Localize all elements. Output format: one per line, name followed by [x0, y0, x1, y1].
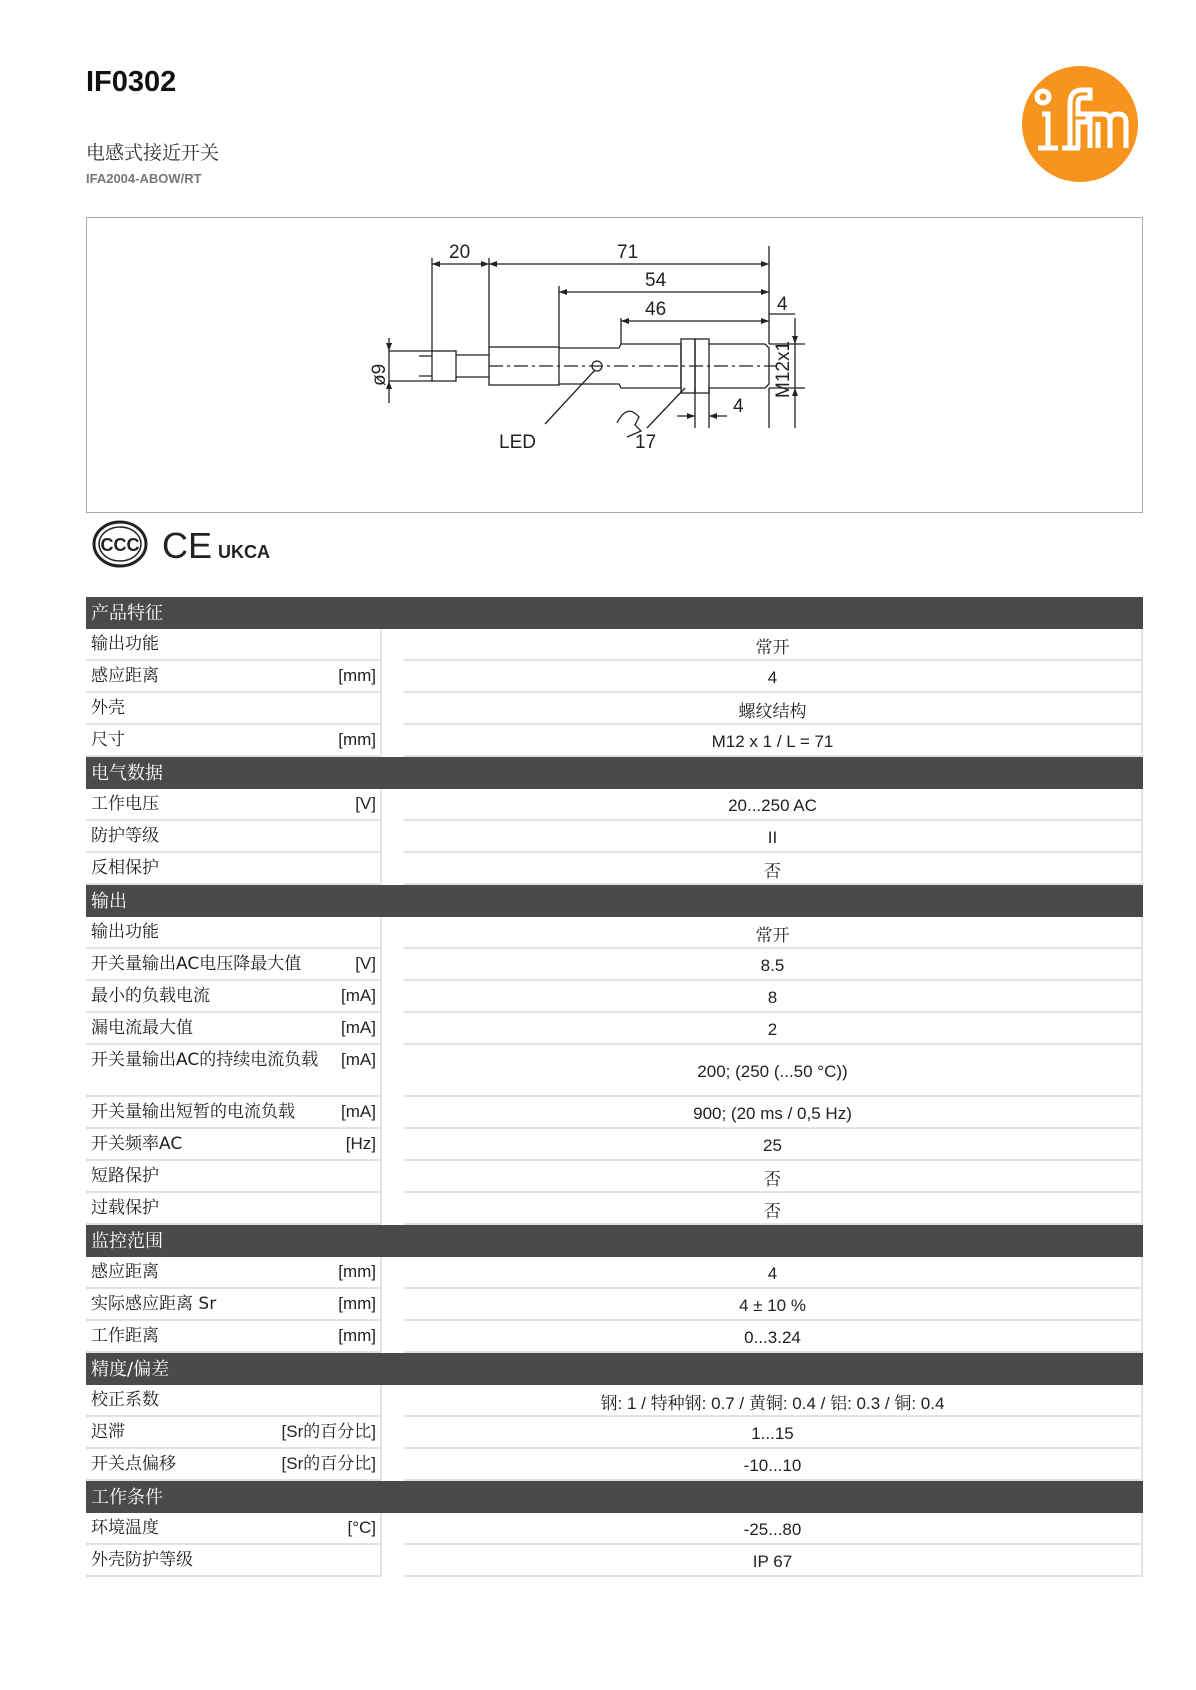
spec-value: IP 67 [404, 1545, 1143, 1577]
spec-name: 反相保护 [91, 858, 159, 878]
spec-label-cell [86, 693, 382, 725]
spec-unit: [°C] [347, 1518, 376, 1537]
spec-name: 感应距离 [91, 666, 159, 686]
spec-unit: [mA] [341, 1018, 376, 1037]
spec-name: 漏电流最大值 [91, 1018, 193, 1038]
spec-value: 否 [404, 1193, 1143, 1225]
spec-value: 25 [404, 1129, 1143, 1161]
spec-label-cell [86, 725, 382, 757]
article-number: IFA2004-ABOW/RT [86, 171, 202, 186]
spec-label-cell [86, 1513, 382, 1545]
spec-unit: [Sr的百分比] [281, 1454, 376, 1473]
neck [456, 355, 489, 377]
spec-name: 尺寸 [91, 730, 125, 750]
spec-row [86, 1013, 1143, 1045]
spec-value: 2 [404, 1013, 1143, 1045]
dim-71: 71 [617, 242, 639, 263]
section-header: 电气数据 [86, 757, 1143, 789]
spec-name: 迟滞 [91, 1422, 125, 1442]
spec-label-cell [86, 1013, 382, 1045]
spec-value: 0...3.24 [404, 1321, 1143, 1353]
led-label: LED [499, 432, 536, 453]
spec-value: 4 ± 10 % [404, 1289, 1143, 1321]
spec-row [86, 1417, 1143, 1449]
spec-label-cell [86, 981, 382, 1013]
spec-name: 开关量输出短暂的电流负载 [91, 1102, 295, 1122]
spec-label-cell [86, 789, 382, 821]
spec-row [86, 1513, 1143, 1545]
spec-row [86, 981, 1143, 1013]
spec-label-cell [86, 1449, 382, 1481]
spec-label-cell [86, 853, 382, 885]
sensor-drawing-svg [87, 218, 1142, 512]
dim-20: 20 [449, 242, 471, 263]
dim-lines [432, 264, 769, 321]
dim-54: 54 [645, 270, 667, 291]
spec-label-cell [86, 629, 382, 661]
spec-name: 最小的负载电流 [91, 986, 210, 1006]
led-leader [545, 370, 595, 424]
spec-row [86, 853, 1143, 885]
spec-unit: [mm] [338, 666, 376, 685]
spec-name: 工作电压 [91, 794, 159, 814]
dim-thread: M12x1 [773, 340, 794, 398]
spec-row [86, 629, 1143, 661]
spec-label-cell [86, 1129, 382, 1161]
spec-name: 短路保护 [91, 1166, 159, 1186]
spec-name: 开关量输出AC电压降最大值 [91, 954, 302, 974]
spec-unit: [mA] [341, 1102, 376, 1121]
spec-label-cell [86, 821, 382, 853]
section-header: 工作条件 [86, 1481, 1143, 1513]
spec-name: 输出功能 [91, 634, 159, 654]
spec-value: -25...80 [404, 1513, 1143, 1545]
spec-unit: [mm] [338, 730, 376, 749]
spec-label-cell [86, 1385, 382, 1417]
spec-value: 螺纹结构 [404, 693, 1143, 725]
spec-row [86, 1045, 1143, 1097]
cable-gland [432, 351, 456, 381]
spec-name: 过载保护 [91, 1198, 159, 1218]
spec-name: 外壳防护等级 [91, 1550, 193, 1570]
spec-unit: [V] [355, 954, 376, 973]
spec-unit: [V] [355, 794, 376, 813]
spec-unit: [Hz] [345, 1134, 376, 1153]
spec-row [86, 949, 1143, 981]
spec-value: -10...10 [404, 1449, 1143, 1481]
spec-value: II [404, 821, 1143, 853]
dim-diameter: ø9 [369, 363, 390, 386]
dim-4-top: 4 [777, 294, 788, 315]
certification-marks [92, 520, 272, 570]
spec-name: 工作距离 [91, 1326, 159, 1346]
section-header: 精度/偏差 [86, 1353, 1143, 1385]
spec-value: 1...15 [404, 1417, 1143, 1449]
dim-46: 46 [645, 299, 667, 320]
spec-name: 开关点偏移 [91, 1454, 176, 1474]
ukca-mark: UKCA [218, 542, 270, 562]
spec-name: 防护等级 [91, 826, 159, 846]
spec-value: M12 x 1 / L = 71 [404, 725, 1143, 757]
spec-row [86, 789, 1143, 821]
spec-name: 外壳 [91, 698, 125, 718]
spec-label-cell [86, 1257, 382, 1289]
ce-mark: CE [162, 525, 213, 566]
spec-value: 常开 [404, 629, 1143, 661]
spec-name: 校正系数 [91, 1390, 159, 1410]
spec-value: 常开 [404, 917, 1143, 949]
spec-label-cell [86, 1289, 382, 1321]
section-header: 输出 [86, 885, 1143, 917]
spec-value: 钢: 1 / 特种钢: 0.7 / 黄铜: 0.4 / 铝: 0.3 / 铜: 0.4 [404, 1385, 1143, 1417]
spec-label-cell [86, 1193, 382, 1225]
spec-label-cell [86, 1545, 382, 1577]
spec-label-cell [86, 1321, 382, 1353]
spec-row [86, 1449, 1143, 1481]
spec-label-cell [86, 1417, 382, 1449]
spec-unit: [Sr的百分比] [281, 1422, 376, 1441]
spec-name: 环境温度 [91, 1518, 159, 1538]
spec-row [86, 725, 1143, 757]
spec-unit: [mA] [341, 986, 376, 1005]
spec-name: 输出功能 [91, 922, 159, 942]
spec-unit: [mm] [338, 1326, 376, 1345]
spec-row [86, 1545, 1143, 1577]
spec-unit: [mA] [341, 1050, 376, 1069]
spec-row [86, 661, 1143, 693]
ccc-mark [94, 522, 146, 566]
spec-value: 否 [404, 1161, 1143, 1193]
spec-row [86, 1129, 1143, 1161]
ifm-logo [1020, 64, 1140, 184]
svg-text:CCC: CCC [100, 535, 140, 555]
spec-label-cell [86, 1045, 382, 1097]
specifications-table [86, 597, 1143, 1577]
spec-label-cell [86, 661, 382, 693]
spec-name: 开关频率AC [91, 1134, 183, 1154]
spec-label-cell [86, 949, 382, 981]
spec-unit: [mm] [338, 1262, 376, 1281]
spec-label-cell [86, 917, 382, 949]
spec-row [86, 1257, 1143, 1289]
spec-value: 8 [404, 981, 1143, 1013]
spec-row [86, 1097, 1143, 1129]
spec-value: 8.5 [404, 949, 1143, 981]
spec-value: 4 [404, 661, 1143, 693]
spec-row [86, 1193, 1143, 1225]
product-title: IF0302 [86, 66, 177, 98]
spec-label-cell [86, 1097, 382, 1129]
spec-name: 开关量输出AC的持续电流负载 [91, 1050, 319, 1070]
cable [419, 356, 432, 376]
dim-4-bottom: 4 [733, 396, 744, 417]
spec-name: 实际感应距离 Sr [91, 1294, 217, 1314]
section-header: 监控范围 [86, 1225, 1143, 1257]
spec-unit: [mm] [338, 1294, 376, 1313]
spec-value: 4 [404, 1257, 1143, 1289]
section-header: 产品特征 [86, 597, 1143, 629]
spec-row [86, 917, 1143, 949]
spec-row [86, 1385, 1143, 1417]
spec-row [86, 1289, 1143, 1321]
wrench-size: 17 [635, 432, 657, 453]
spec-value: 否 [404, 853, 1143, 885]
spec-row [86, 1161, 1143, 1193]
spec-value: 900; (20 ms / 0,5 Hz) [404, 1097, 1143, 1129]
spec-value: 200; (250 (...50 °C)) [404, 1045, 1143, 1097]
dimension-drawing [86, 217, 1143, 513]
spec-value: 20...250 AC [404, 789, 1143, 821]
spec-label-cell [86, 1161, 382, 1193]
spec-name: 感应距离 [91, 1262, 159, 1282]
spec-row [86, 1321, 1143, 1353]
product-subtitle: 电感式接近开关 [86, 142, 220, 164]
spec-row [86, 693, 1143, 725]
spec-row [86, 821, 1143, 853]
